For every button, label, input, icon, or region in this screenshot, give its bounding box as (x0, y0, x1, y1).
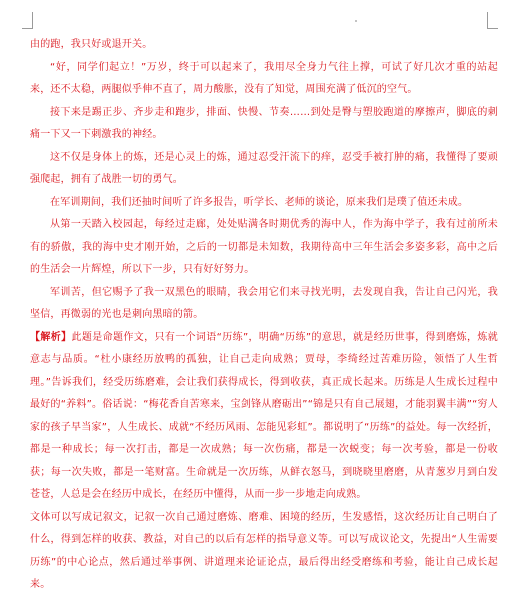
paragraph-5: 在军训期间，我们还抽时间听了许多报告，听学长、老师的谈论，原来我们是璞了值还未成。 (50, 196, 469, 208)
paragraph-7: 军训苦，但它赐予了我一双黑色的眼睛，我会用它们来寻找光明，去发现自我，告让自己闪光，我坚信，再微弱的光也是刺向黑暗的箭。 (30, 286, 498, 320)
paragraph-1: 由的跑，我只好或退开关。 (30, 39, 153, 50)
analysis-label: 【解析】 (30, 331, 72, 343)
paragraph-9: 文体可以写成记叙文，记叙一次自己通过磨炼、磨难、困境的经历，生发感悟，这次经历让自己明白了什么，得到怎样的收获、教益，对自己的以后有怎样的指导意义等。可以写成议论文，先提出“人生需要历练”的中心论点，然后通过举事例、讲道理来论证论点，最后得出经受磨练和考验，能让自己成长起来。 (30, 511, 498, 590)
page-corner-mark-top-left (22, 12, 33, 29)
document-body (30, 34, 498, 597)
paragraph-4: 这不仅是身体上的炼，还是心灵上的炼，通过忍受汗流下的痒，忍受手被打肿的痛，我懂得了要顽强爬起，拥有了战胜一切的勇气。 (30, 151, 498, 185)
page-dot-mark (355, 20, 357, 22)
page-corner-mark-top-right (487, 12, 498, 29)
analysis-paragraph (30, 327, 498, 507)
paragraph-2: “好，同学们起立！”万岁，终于可以起来了，我用尽全身力气往上撑，可试了好几次才重的站起来，还不太稳，两腿似乎伸不直了，周力酸胀，没有了知觉，周围充满了低沉的空气。 (30, 61, 498, 95)
paragraph-3: 接下来是踢正步、齐步走和跑步，排面、快慢、节奏……到处是臀与塑胶跑道的摩擦声，脚底的刺痛一下又一下刺激我的神经。 (30, 106, 498, 140)
analysis-text: 此题是命题作文，只有一个词语“历练”，明确“历练”的意思，就是经历世事，得到磨炼，炼就意志与品质。“杜小康经历放鸭的孤独，让自己走向成熟；贾母，李绮经过苦难历险，领悟了人生哲理。”告诉我们，经受历练磨难，会让我们获得成长，得到收获，真正成长起来。历练是人生成长过程中最好的“养料”。俗话说：“梅花香自苦寒来，宝剑锋从磨砺出”“锦是只有自己展翅，才能羽翼丰满”“穷人家的孩子早当家”，人生成长、成就“不经历风雨、怎能见彩虹”。都说明了“历练”的益处。每一次经折，都是一种成长；每一次打击，都是一次成熟；每一次伤痛，都是一次蜕变；每一次考验，都是一份收获；每一次失败，都是一笔财富。生命就是一次历练，从鲜衣怒马，到晓晓里磨磨，从青葱岁月到白发苍苍，人总是会在经历中成长，在经历中懂得，从而一步一步地走向成熟。 (30, 331, 498, 500)
paragraph-6: 从第一天踏入校园起，每经过走廊，处处贴满各时期优秀的海中人，作为海中学子，我有过前所未有的骄傲，我的海中史才刚开始，之后的一切都是未知数，我期待高中三年生活会多姿多彩，高中之后的生活会一片辉煌，所以下一步，只有好好努力。 (30, 219, 498, 275)
